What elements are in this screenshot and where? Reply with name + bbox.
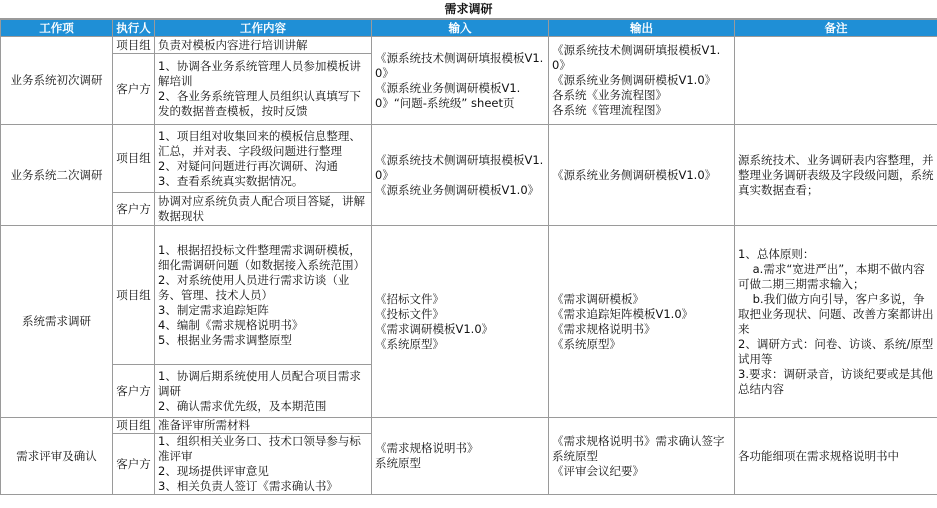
header-content[interactable]: 工作内容 [155,20,372,37]
work-item-cell[interactable]: 业务系统二次调研 [1,125,113,226]
executor-cell[interactable]: 项目组 [113,37,155,54]
content-cell[interactable]: 1、项目组对收集回来的模板信息整理、汇总，并对表、字段级问题进行整理 2、对疑问问题进行再次调研、沟通 3、查看系统真实数据情况。 [155,125,372,193]
executor-cell[interactable]: 客户方 [113,434,155,495]
content-cell[interactable]: 1、协调各业务系统管理人员参加模板讲解培训 2、各业务系统管理人员组织认真填写下发的数据普查模板，按时反馈 [155,54,372,125]
input-cell[interactable]: 《源系统技术侧调研填报模板V1.0》 《源系统业务侧调研模板V1.0》“问题-系统级” sheet页 [372,37,549,125]
header-notes[interactable]: 备注 [735,20,937,37]
work-item-cell[interactable]: 需求评审及确认 [1,418,113,495]
notes-cell[interactable] [735,37,937,125]
executor-cell[interactable]: 客户方 [113,54,155,125]
input-cell[interactable]: 《招标文件》 《投标文件》 《需求调研模板V1.0》 《系统原型》 [372,226,549,418]
content-cell[interactable]: 负责对模板内容进行培训讲解 [155,37,372,54]
table-row [1,125,937,193]
output-cell[interactable]: 《需求调研模板》 《需求追踪矩阵模板V1.0》 《需求规格说明书》 《系统原型》 [549,226,735,418]
table-row [1,226,937,365]
input-cell[interactable]: 《需求规格说明书》 系统原型 [372,418,549,495]
table-row [1,37,937,54]
header-input[interactable]: 输入 [372,20,549,37]
header-item[interactable]: 工作项 [1,20,113,37]
output-cell[interactable]: 《源系统技术侧调研填报模板V1.0》 《源系统业务侧调研模板V1.0》 各系统《业务流程图》 各系统《管理流程图》 [549,37,735,125]
output-cell[interactable]: 《源系统业务侧调研模板V1.0》 [549,125,735,226]
input-cell[interactable]: 《源系统技术侧调研填报模板V1.0》 《源系统业务侧调研模板V1.0》 [372,125,549,226]
executor-cell[interactable]: 项目组 [113,226,155,365]
content-cell[interactable]: 准备评审所需材料 [155,418,372,434]
content-cell[interactable]: 1、协调后期系统使用人员配合项目需求调研 2、确认需求优先级，及本期范围 [155,365,372,418]
work-item-cell[interactable]: 系统需求调研 [1,226,113,418]
header-output[interactable]: 输出 [549,20,735,37]
sheet-title: 需求调研 [0,0,937,19]
notes-cell[interactable]: 1、总体原则： a.需求“宽进严出”，本期不做内容可做二期三期需求输入； b.我们做方向引导，客户多说，争取把业务现状、问题、改善方案都讲出来 2、调研方式：问卷、访谈、系统/原型试用等 3.要求：调研录音，访谈纪要或是其他总结内容 [735,226,937,418]
content-cell[interactable]: 1、根据招投标文件整理需求调研模板，细化需调研问题（如数据接入系统范围） 2、对系统使用人员进行需求访谈（业务、管理、技术人员） 3、制定需求追踪矩阵 4、编制《需求规格说明书》 5、根据业务需求调整原型 [155,226,372,365]
notes-cell[interactable]: 源系统技术、业务调研表内容整理，并整理业务调研表级及字段级问题，系统真实数据查看； [735,125,937,226]
work-item-cell[interactable]: 业务系统初次调研 [1,37,113,125]
executor-cell[interactable]: 项目组 [113,418,155,434]
header-executor[interactable]: 执行人 [113,20,155,37]
executor-cell[interactable]: 项目组 [113,125,155,193]
notes-cell[interactable]: 各功能细项在需求规格说明书中 [735,418,937,495]
header-row [1,20,937,37]
table-row [1,418,937,434]
output-cell[interactable]: 《需求规格说明书》需求确认签字 系统原型 《评审会议纪要》 [549,418,735,495]
content-cell[interactable]: 协调对应系统负责人配合项目答疑，讲解数据现状 [155,193,372,226]
executor-cell[interactable]: 客户方 [113,365,155,418]
content-cell[interactable]: 1、组织相关业务口、技术口领导参与标准评审 2、现场提供评审意见 3、相关负责人签订《需求确认书》 [155,434,372,495]
requirements-table [0,19,937,495]
executor-cell[interactable]: 客户方 [113,193,155,226]
